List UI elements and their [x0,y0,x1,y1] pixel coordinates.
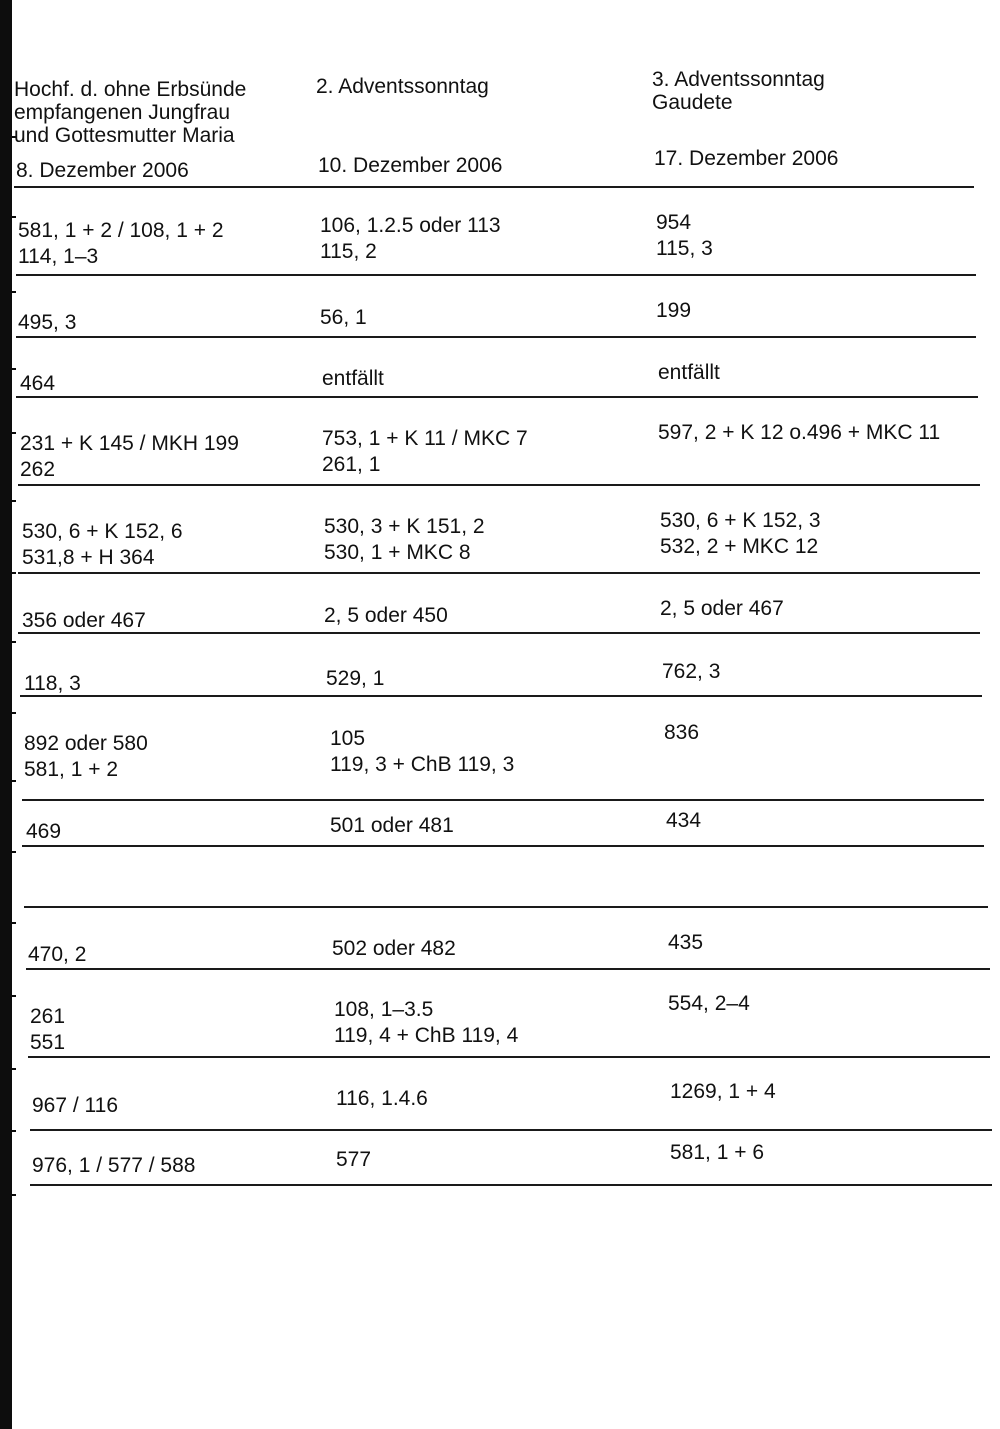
margin-tick [0,922,16,924]
row-rule [28,1056,990,1058]
margin-tick [0,641,16,643]
col1-cell: 470, 2 [28,943,87,966]
margin-tick [0,572,16,574]
col3-cell: entfällt [658,361,720,384]
col2-cell: 577 [336,1148,372,1171]
col3-cell: 581, 1 + 6 [670,1141,764,1164]
margin-tick [0,432,16,434]
col3-cell: 554, 2–4 [668,992,750,1015]
row-rule [16,336,976,338]
col3-cell: 434 [666,809,702,832]
row-rule [22,799,984,801]
col3-cell: 597, 2 + K 12 o.496 + MKC 11 [658,421,941,444]
col2-cell: 530, 3 + K 151, 2 530, 1 + MKC 8 [324,515,485,564]
col3-cell: 954 115, 3 [656,211,713,260]
table-header [0,0,1000,190]
col1-cell: 469 [26,820,62,843]
margin-tick [0,780,16,782]
row-rule [26,968,990,970]
col2-date: 10. Dezember 2006 [318,154,503,177]
col1-cell: 118, 3 [24,672,81,695]
col1-cell: 976, 1 / 577 / 588 [32,1154,196,1177]
col3-cell: 530, 6 + K 152, 3 532, 2 + MKC 12 [660,509,821,558]
col2-cell: 105 119, 3 + ChB 119, 3 [330,727,515,776]
margin-tick [0,1130,16,1132]
row-rule [18,572,980,574]
col3-cell: 435 [668,931,704,954]
col2-title: 2. Adventssonntag [316,75,489,98]
row-rule [24,906,988,908]
col1-cell: 967 / 116 [32,1094,119,1117]
header-rule [14,186,974,188]
col2-cell: 501 oder 481 [330,814,454,837]
col3-cell: 836 [664,721,700,744]
row-rule [18,484,980,486]
col2-cell: 753, 1 + K 11 / MKC 7 261, 1 [322,427,528,476]
col1-cell: 464 [20,372,56,395]
margin-tick [0,712,16,714]
margin-tick [0,368,16,370]
col3-cell: 199 [656,299,692,322]
col1-cell: 495, 3 [18,311,77,334]
col1-cell: 581, 1 + 2 / 108, 1 + 2 114, 1–3 [18,219,224,268]
col2-cell: 529, 1 [326,667,385,690]
col1-title: Hochf. d. ohne Erbsünde empfangenen Jungfrau und Gottesmutter Maria [14,78,247,147]
row-rule [18,632,980,634]
margin-tick [0,851,16,853]
col2-cell: entfällt [322,367,384,390]
col3-date: 17. Dezember 2006 [654,147,839,170]
margin-tick [0,995,16,997]
col3-cell: 1269, 1 + 4 [670,1080,776,1103]
col1-date: 8. Dezember 2006 [16,159,189,182]
row-rule [16,396,978,398]
col2-cell: 116, 1.4.6 [336,1087,428,1110]
row-rule [30,1184,992,1186]
col1-cell: 231 + K 145 / MKH 199 262 [20,432,239,481]
row-rule [30,1129,992,1131]
col1-cell: 892 oder 580 581, 1 + 2 [24,732,148,781]
margin-tick [0,291,16,293]
col3-title: 3. Adventssonntag Gaudete [652,68,825,114]
col2-cell: 56, 1 [320,306,367,329]
col2-cell: 502 oder 482 [332,937,456,960]
margin-tick [0,1194,16,1196]
col3-cell: 2, 5 oder 467 [660,597,784,620]
col2-cell: 108, 1–3.5 119, 4 + ChB 119, 4 [334,998,519,1047]
col3-cell: 762, 3 [662,660,721,683]
col1-cell: 261 551 [30,1005,66,1054]
row-rule [20,695,982,697]
row-rule [16,274,976,276]
binding-spine [0,0,12,1429]
margin-tick [0,1068,16,1070]
margin-tick [0,500,16,502]
col2-cell: 106, 1.2.5 oder 113 115, 2 [320,214,501,263]
margin-tick [0,216,16,218]
col1-cell: 530, 6 + K 152, 6 531,8 + H 364 [22,520,183,569]
col1-cell: 356 oder 467 [22,609,146,632]
row-rule [22,845,984,847]
col2-cell: 2, 5 oder 450 [324,604,448,627]
